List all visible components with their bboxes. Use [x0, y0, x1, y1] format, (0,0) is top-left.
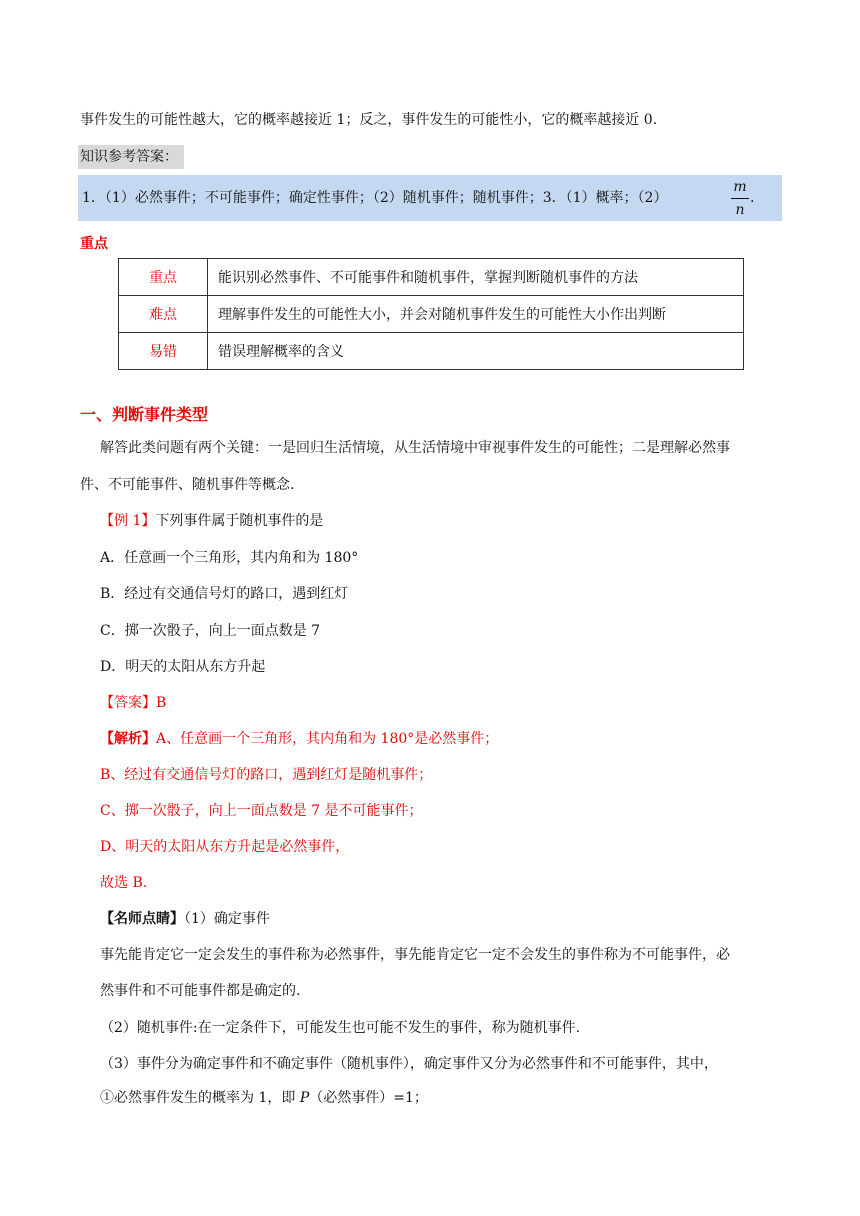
tips-text-part: ①必然事件发生的概率为 1，即	[100, 1090, 300, 1106]
key-points-title: 重点	[80, 236, 108, 252]
tips-text: （2）随机事件:在一定条件下，可能发生也可能不发生的事件，称为随机事件.	[100, 1020, 581, 1036]
answer-tag: 【答案】	[100, 695, 156, 711]
option-b: B．经过有交通信号灯的路口，遇到红灯	[100, 586, 349, 602]
tips-text-part: （必然事件）=1；	[309, 1090, 428, 1106]
table-key-cell: 易错	[119, 333, 208, 370]
table-row	[119, 259, 744, 296]
fraction-suffix: .	[750, 190, 755, 206]
fraction-bar	[731, 198, 749, 199]
analysis-conclusion: 故选 B.	[100, 875, 148, 891]
analysis-text: A、任意画一个三角形，其内角和为 180°是必然事件；	[156, 731, 499, 747]
analysis-line: B、经过有交通信号灯的路口，遇到红灯是随机事件；	[100, 767, 433, 783]
answer-value: B	[156, 695, 167, 711]
table-value-cell: 理解事件发生的可能性大小，并会对随机事件发生的可能性大小作出判断	[208, 296, 744, 333]
fraction-numerator: m	[733, 179, 747, 195]
option-c: C．掷一次骰子，向上一面点数是 7	[100, 623, 321, 639]
table-key-cell: 难点	[119, 296, 208, 333]
analysis-tag: 【解析】	[100, 731, 156, 747]
table-key-cell: 重点	[119, 259, 208, 296]
table-value-cell: 能识别必然事件、不可能事件和随机事件，掌握判断随机事件的方法	[208, 259, 744, 296]
paragraph-line: 解答此类问题有两个关键：一是回归生活情境，从生活情境中审视事件发生的可能性；二是理解必然事	[100, 440, 730, 456]
fraction-denominator: n	[735, 202, 745, 218]
tips-head: （1）确定事件	[184, 911, 270, 927]
tips-text: （3）事件分为确定事件和不确定事件（随机事件），确定事件又分为必然事件和不可能事件，其中，	[100, 1056, 718, 1072]
probability-symbol: P	[299, 1090, 310, 1106]
section-heading: 一、判断事件类型	[80, 405, 209, 424]
paragraph-line: 件、不可能事件、随机事件等概念.	[80, 477, 295, 493]
key-points-table	[118, 258, 744, 370]
analysis-line: D、明天的太阳从东方升起是必然事件，	[100, 839, 350, 855]
example-line	[100, 511, 323, 531]
table-value-cell: 错误理解概率的含义	[208, 333, 744, 370]
tips-tag: 【名师点睛】	[100, 911, 184, 927]
answer-line	[100, 693, 166, 713]
knowledge-answer-title: 知识参考答案：	[78, 145, 184, 169]
tips-text: 事先能肯定它一定会发生的事件称为必然事件，事先能肯定它一定不会发生的事件称为不可能事件，必	[100, 947, 730, 963]
option-d: D．明天的太阳从东方升起	[100, 659, 266, 675]
table-row	[119, 333, 744, 370]
analysis-line: C、掷一次骰子，向上一面点数是 7 是不可能事件；	[100, 803, 423, 819]
tips-line	[100, 909, 270, 929]
knowledge-answer-text: 1．（1）必然事件；不可能事件；确定性事件；（2）随机事件；随机事件；3．（1）概率；（2）	[82, 190, 668, 206]
table-row	[119, 296, 744, 333]
tips-text	[100, 1088, 428, 1108]
option-a: A．任意画一个三角形，其内角和为 180°	[100, 550, 359, 566]
fraction-m-over-n	[731, 178, 749, 219]
analysis-line	[100, 729, 498, 749]
intro-line: 事件发生的可能性越大，它的概率越接近 1；反之，事件发生的可能性小，它的概率越接近 0.	[80, 112, 658, 128]
tips-text: 然事件和不可能事件都是确定的.	[100, 983, 301, 999]
example-tag: 【例 1】	[100, 513, 156, 529]
example-question: 下列事件属于随机事件的是	[155, 513, 324, 529]
